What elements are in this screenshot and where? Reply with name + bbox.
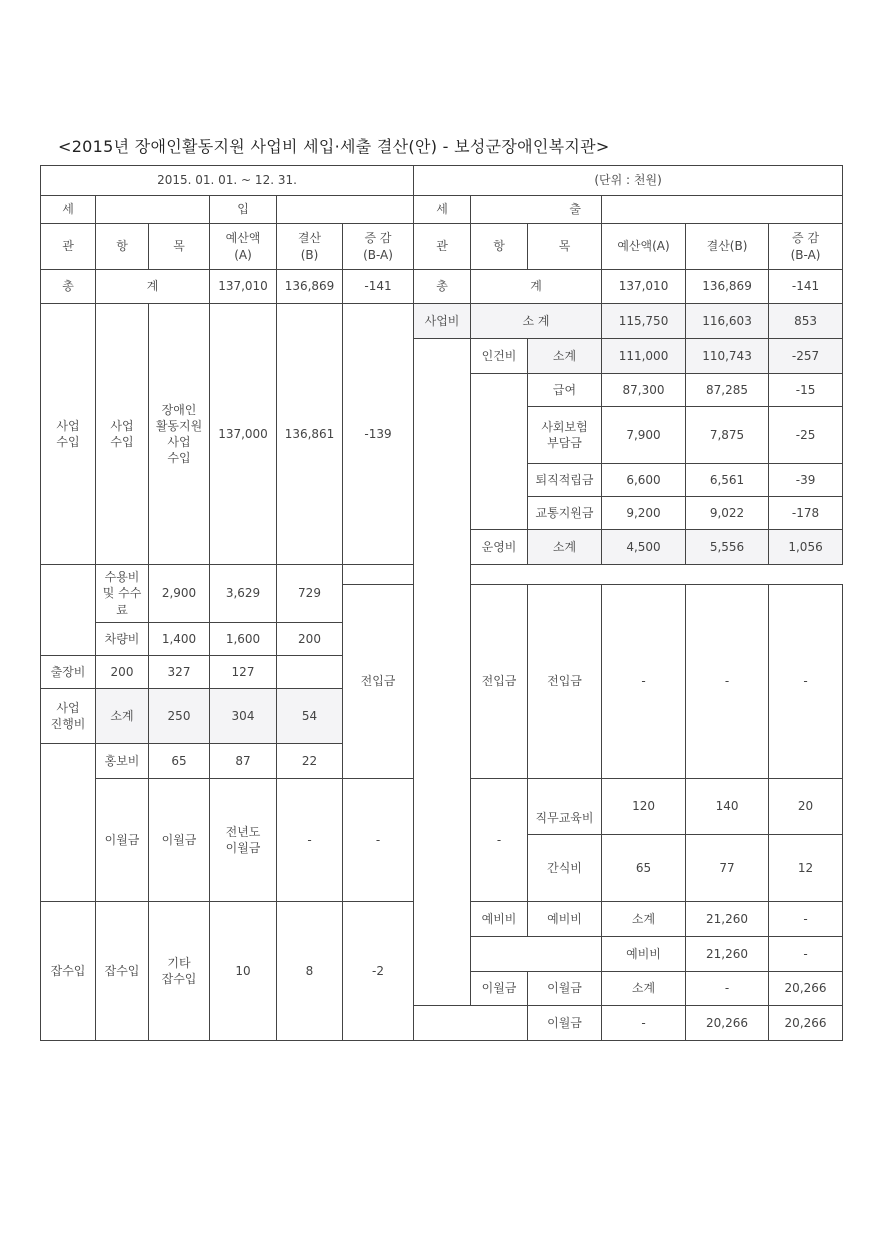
expense-header-settle: 결산(B) <box>686 224 769 270</box>
income-g3-gwan: 이월금 <box>96 779 149 902</box>
income-header-gwan: 관 <box>41 224 96 270</box>
income-header-hang: 항 <box>96 224 149 270</box>
income-header-mok: 목 <box>149 224 210 270</box>
expense-budget: 2,900 <box>149 565 210 623</box>
expense-mok: 간식비 <box>528 835 602 902</box>
expense-total-diff: -141 <box>769 270 843 304</box>
project-hang-continuation <box>41 744 96 902</box>
unit-cell: (단위 : 천원) <box>414 166 843 196</box>
project-subtotal-label: 소계 <box>96 689 149 744</box>
carryover-item-diff: 20,266 <box>769 1006 843 1041</box>
income-g2-gwan: 전입금 <box>343 585 414 779</box>
carryover-subtotal-settle: 20,266 <box>769 972 843 1006</box>
personnel-subtotal-diff: -257 <box>769 339 843 374</box>
business-gwan-continuation <box>414 339 471 1006</box>
carryover-hang: 이월금 <box>528 972 602 1006</box>
income-header-diff: 증 감 (B-A) <box>343 224 414 270</box>
expense-mok: 출장비 <box>41 656 96 689</box>
business-subtotal-label: 소 계 <box>471 304 602 339</box>
reserve-item-budget: 21,260 <box>686 937 769 972</box>
income-total-settle: 136,869 <box>277 270 343 304</box>
expense-budget: 1,400 <box>149 623 210 656</box>
project-subtotal-settle: 304 <box>210 689 277 744</box>
income-g1-mok: 장애인 활동지원 사업 수입 <box>149 304 210 565</box>
expense-header-hang: 항 <box>471 224 528 270</box>
expense-diff: 729 <box>277 565 343 623</box>
expense-settle: 87,285 <box>686 374 769 407</box>
expense-settle: 77 <box>686 835 769 902</box>
expense-diff: -25 <box>769 407 843 464</box>
expense-budget: 65 <box>149 744 210 779</box>
project-subtotal-diff: 54 <box>277 689 343 744</box>
income-g4-budget: 10 <box>210 902 277 1041</box>
income-g4-hang: 잡수입 <box>96 902 149 1041</box>
reserve-item-mok: 예비비 <box>602 937 686 972</box>
operating-subtotal-label: 소계 <box>528 530 602 565</box>
operating-subtotal-settle: 5,556 <box>686 530 769 565</box>
expense-mok: 퇴직적립금 <box>528 464 602 497</box>
income-g2-settle: - <box>686 585 769 779</box>
project-hang: 사업 진행비 <box>41 689 96 744</box>
income-total-label-a: 총 <box>41 270 96 304</box>
expense-section-a: 세 <box>414 196 471 224</box>
expense-budget: 7,900 <box>602 407 686 464</box>
expense-diff: 12 <box>769 835 843 902</box>
expense-total-label-a: 총 <box>414 270 471 304</box>
expense-mok: 차량비 <box>96 623 149 656</box>
income-g3-mok: 전년도 이월금 <box>210 779 277 902</box>
income-g3-hang: 이월금 <box>149 779 210 902</box>
reserve-subtotal-budget: 21,260 <box>686 902 769 937</box>
carryover-item-settle: 20,266 <box>686 1006 769 1041</box>
income-g3-budget: - <box>277 779 343 902</box>
expense-total-budget: 137,010 <box>602 270 686 304</box>
income-g3-settle: - <box>343 779 414 902</box>
expense-diff: -15 <box>769 374 843 407</box>
carryover-subtotal-budget: - <box>686 972 769 1006</box>
expense-diff: 20 <box>769 779 843 835</box>
expense-budget: 9,200 <box>602 497 686 530</box>
expense-diff: 22 <box>277 744 343 779</box>
expense-settle: 140 <box>686 779 769 835</box>
personnel-subtotal-budget: 111,000 <box>602 339 686 374</box>
income-g1-settle: 136,861 <box>277 304 343 565</box>
income-section-a: 세 <box>41 196 96 224</box>
expense-mok: 직무교육비 <box>528 779 602 835</box>
personnel-subtotal-settle: 110,743 <box>686 339 769 374</box>
carryover-subtotal-label: 소계 <box>602 972 686 1006</box>
carryover-blank <box>414 1006 528 1041</box>
personnel-hang-continuation <box>471 374 528 530</box>
expense-mok: 홍보비 <box>96 744 149 779</box>
expense-mok: 수용비 및 수수료 <box>96 565 149 623</box>
expense-mok: 급여 <box>528 374 602 407</box>
income-g1-gwan: 사업 수입 <box>41 304 96 565</box>
operating-hang-continuation <box>41 565 96 656</box>
income-g4-diff: -2 <box>343 902 414 1041</box>
operating-subtotal-budget: 4,500 <box>602 530 686 565</box>
operating-subtotal-diff: 1,056 <box>769 530 843 565</box>
income-g4-mok: 기타 잡수입 <box>149 902 210 1041</box>
expense-mok: 교통지원금 <box>528 497 602 530</box>
expense-header-mok: 목 <box>528 224 602 270</box>
expense-budget: 65 <box>602 835 686 902</box>
expense-budget: 200 <box>96 656 149 689</box>
expense-budget: 6,600 <box>602 464 686 497</box>
project-subtotal-budget: 250 <box>149 689 210 744</box>
carryover-item-mok: 이월금 <box>528 1006 602 1041</box>
expense-settle: 1,600 <box>210 623 277 656</box>
business-subtotal-budget: 115,750 <box>602 304 686 339</box>
reserve-gwan: 예비비 <box>471 902 528 937</box>
carryover-item-budget: - <box>602 1006 686 1041</box>
income-g1-hang: 사업 수입 <box>96 304 149 565</box>
income-g4-settle: 8 <box>277 902 343 1041</box>
income-total-label-b: 계 <box>96 270 210 304</box>
reserve-blank <box>471 937 602 972</box>
income-g1-budget: 137,000 <box>210 304 277 565</box>
business-subtotal-settle: 116,603 <box>686 304 769 339</box>
expense-settle: 3,629 <box>210 565 277 623</box>
reserve-hang: 예비비 <box>528 902 602 937</box>
expense-header-gwan: 관 <box>414 224 471 270</box>
expense-section-b: 출 <box>471 196 602 224</box>
income-g2-diff: - <box>769 585 843 779</box>
income-g1-diff: -139 <box>343 304 414 565</box>
expense-settle: 87 <box>210 744 277 779</box>
expense-settle: 7,875 <box>686 407 769 464</box>
reserve-subtotal-settle: - <box>769 902 843 937</box>
expense-total-label-b: 계 <box>471 270 602 304</box>
income-g2-mok: 전입금 <box>528 585 602 779</box>
expense-budget: 87,300 <box>602 374 686 407</box>
document-title: <2015년 장애인활동지원 사업비 세입·세출 결산(안) - 보성군장애인복지관> <box>58 137 610 156</box>
expense-settle: 9,022 <box>686 497 769 530</box>
income-section-b: 입 <box>210 196 277 224</box>
carryover-gwan: 이월금 <box>471 972 528 1006</box>
period-cell: 2015. 01. 01. ~ 12. 31. <box>41 166 414 196</box>
expense-settle: 327 <box>149 656 210 689</box>
income-g2-budget: - <box>602 585 686 779</box>
income-total-budget: 137,010 <box>210 270 277 304</box>
expense-header-diff: 증 감 (B-A) <box>769 224 843 270</box>
income-g2-hang: 전입금 <box>471 585 528 779</box>
business-gwan: 사업비 <box>414 304 471 339</box>
reserve-subtotal-label: 소계 <box>602 902 686 937</box>
expense-budget: 120 <box>602 779 686 835</box>
expense-total-settle: 136,869 <box>686 270 769 304</box>
business-subtotal-diff: 853 <box>769 304 843 339</box>
settlement-table <box>40 165 843 1041</box>
income-header-settle: 결산 (B) <box>277 224 343 270</box>
expense-header-budget: 예산액(A) <box>602 224 686 270</box>
income-g3-diff: - <box>471 779 528 902</box>
income-g4-gwan: 잡수입 <box>41 902 96 1041</box>
expense-diff: -178 <box>769 497 843 530</box>
expense-mok: 사회보험 부담금 <box>528 407 602 464</box>
expense-settle: 6,561 <box>686 464 769 497</box>
expense-diff: -39 <box>769 464 843 497</box>
income-header-budget: 예산액 (A) <box>210 224 277 270</box>
personnel-subtotal-label: 소계 <box>528 339 602 374</box>
income-total-diff: -141 <box>343 270 414 304</box>
reserve-item-settle: - <box>769 937 843 972</box>
expense-diff: 200 <box>277 623 343 656</box>
operating-hang: 운영비 <box>471 530 528 565</box>
expense-diff: 127 <box>210 656 277 689</box>
personnel-hang: 인건비 <box>471 339 528 374</box>
